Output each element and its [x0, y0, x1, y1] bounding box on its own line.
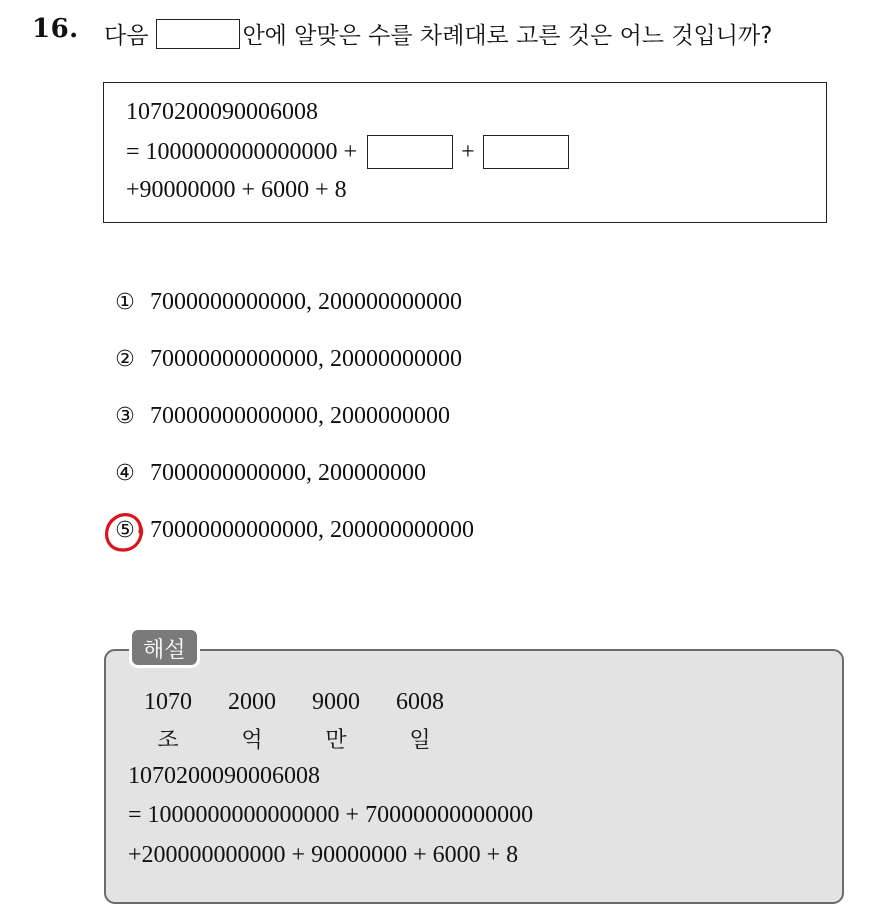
problem-line-1: 1070200090006008: [126, 99, 318, 125]
option-text: 7000000000000, 200000000000: [150, 288, 462, 315]
place-digits-il: 6008: [396, 689, 444, 715]
option-number: ①: [115, 289, 135, 315]
place-digits-eok: 2000: [228, 689, 276, 715]
solution-box: [104, 649, 844, 904]
option-number-glyph: ⑤: [115, 517, 135, 543]
option-number: ④: [115, 460, 135, 486]
option-text: 70000000000000, 20000000000: [150, 345, 462, 372]
option-3[interactable]: [110, 398, 450, 434]
answer-blank-2[interactable]: [483, 135, 569, 169]
place-digits-jo: 1070: [144, 689, 192, 715]
option-2[interactable]: [110, 341, 462, 377]
option-4[interactable]: [110, 455, 426, 491]
option-text: 7000000000000, 200000000: [150, 459, 426, 486]
plus-sign: +: [461, 138, 475, 165]
option-1[interactable]: [110, 284, 462, 320]
problem-line-3: +90000000 + 6000 + 8: [126, 177, 347, 203]
place-unit-jo: 조: [157, 728, 179, 753]
solution-line-2: = 1000000000000000 + 70000000000000: [128, 802, 534, 828]
question-number: 16.: [32, 14, 79, 44]
solution-tag: 해설: [129, 627, 200, 668]
problem-line-2: [126, 135, 569, 169]
solution-line-3: +200000000000 + 90000000 + 6000 + 8: [128, 842, 519, 868]
option-number: ③: [115, 403, 135, 429]
inline-blank-box: [156, 19, 240, 49]
place-unit-eok: 억: [241, 728, 263, 753]
option-number: ②: [115, 346, 135, 372]
problem-line-2-prefix: = 1000000000000000 +: [126, 138, 358, 165]
answer-blank-1[interactable]: [367, 135, 453, 169]
option-text: 70000000000000, 2000000000: [150, 402, 450, 429]
place-digits-man: 9000: [312, 689, 360, 715]
question-text-before: 다음: [104, 23, 149, 49]
solution-line-1: 1070200090006008: [128, 763, 320, 789]
question-text: [104, 17, 772, 50]
place-unit-man: 만: [325, 728, 347, 753]
question-text-after: 안에 알맞은 수를 차례대로 고른 것은 어느 것입니까?: [242, 23, 773, 49]
option-text: 70000000000000, 200000000000: [150, 516, 474, 543]
place-unit-il: 일: [409, 728, 431, 753]
option-number: [110, 518, 140, 543]
problem-box: [103, 82, 827, 223]
option-5[interactable]: [110, 512, 474, 548]
